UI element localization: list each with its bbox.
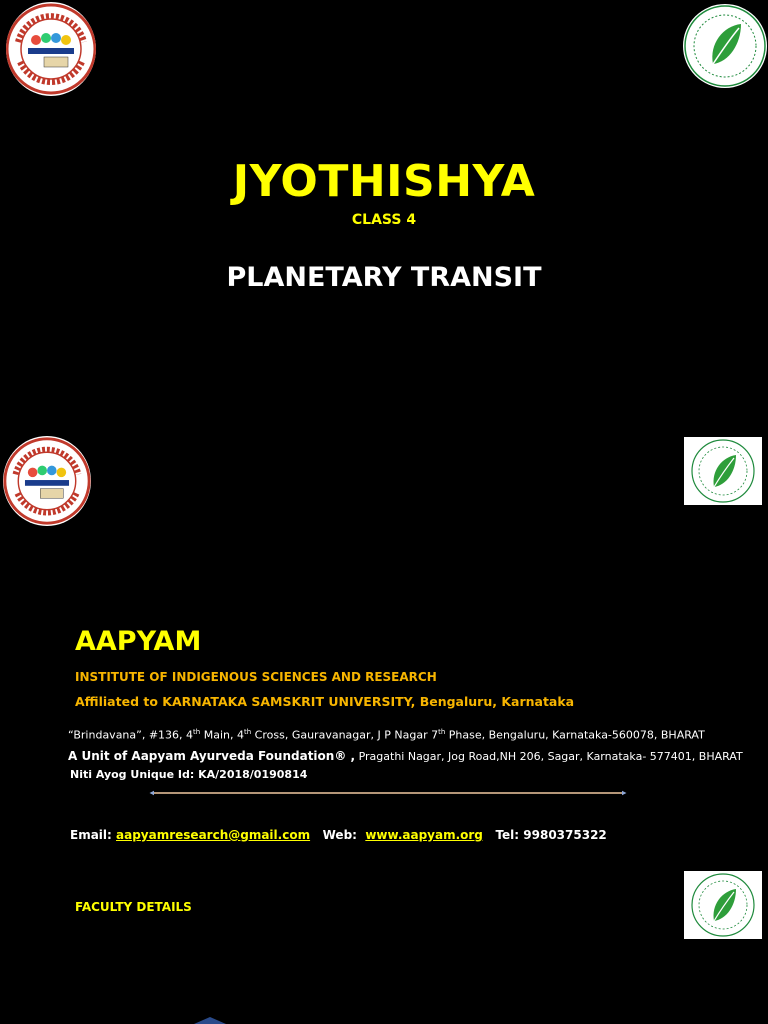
institute-name: INSTITUTE OF INDIGENOUS SCIENCES AND RESEARCH (75, 670, 437, 684)
telephone: Tel: 9980375322 (495, 828, 607, 842)
web-label: Web: (322, 828, 357, 842)
address-line: “Brindavana”, #136, 4th Main, 4th Cross, Gauravanagar, J P Nagar 7th Phase, Bengaluru, Karnataka-560078, BHARAT (68, 728, 705, 742)
page-title: JYOTHISHYA (232, 156, 536, 207)
affiliation-text: Affiliated to KARNATAKA SAMSKRIT UNIVERSITY, Bengaluru, Karnataka (75, 694, 575, 709)
niti-ayog-id: Niti Ayog Unique Id: KA/2018/0190814 (70, 768, 308, 781)
email-label: Email: (70, 828, 112, 842)
website-link[interactable]: www.aapyam.org (365, 828, 483, 842)
foundation-line: A Unit of Aapyam Ayurveda Foundation® , Pragathi Nagar, Jog Road,NH 206, Sagar, Karnataka- 577401, BHARAT (68, 749, 743, 763)
university-seal-logo-secondary (3, 436, 91, 526)
class-label: CLASS 4 (351, 212, 417, 228)
contact-line (70, 828, 607, 842)
email-link[interactable]: aapyamresearch@gmail.com (116, 828, 311, 842)
aapyam-leaf-logo-secondary (684, 437, 762, 505)
page-subtitle: PLANETARY TRANSIT (226, 262, 542, 293)
university-seal-logo (6, 2, 96, 96)
aapyam-leaf-logo-footer (684, 871, 762, 939)
double-arrow-divider (70, 790, 706, 796)
org-name: AAPYAM (75, 626, 202, 657)
aapyam-leaf-logo (683, 4, 767, 88)
bottom-edge-ornament (190, 1016, 230, 1024)
faculty-details-heading: FACULTY DETAILS (75, 900, 192, 914)
